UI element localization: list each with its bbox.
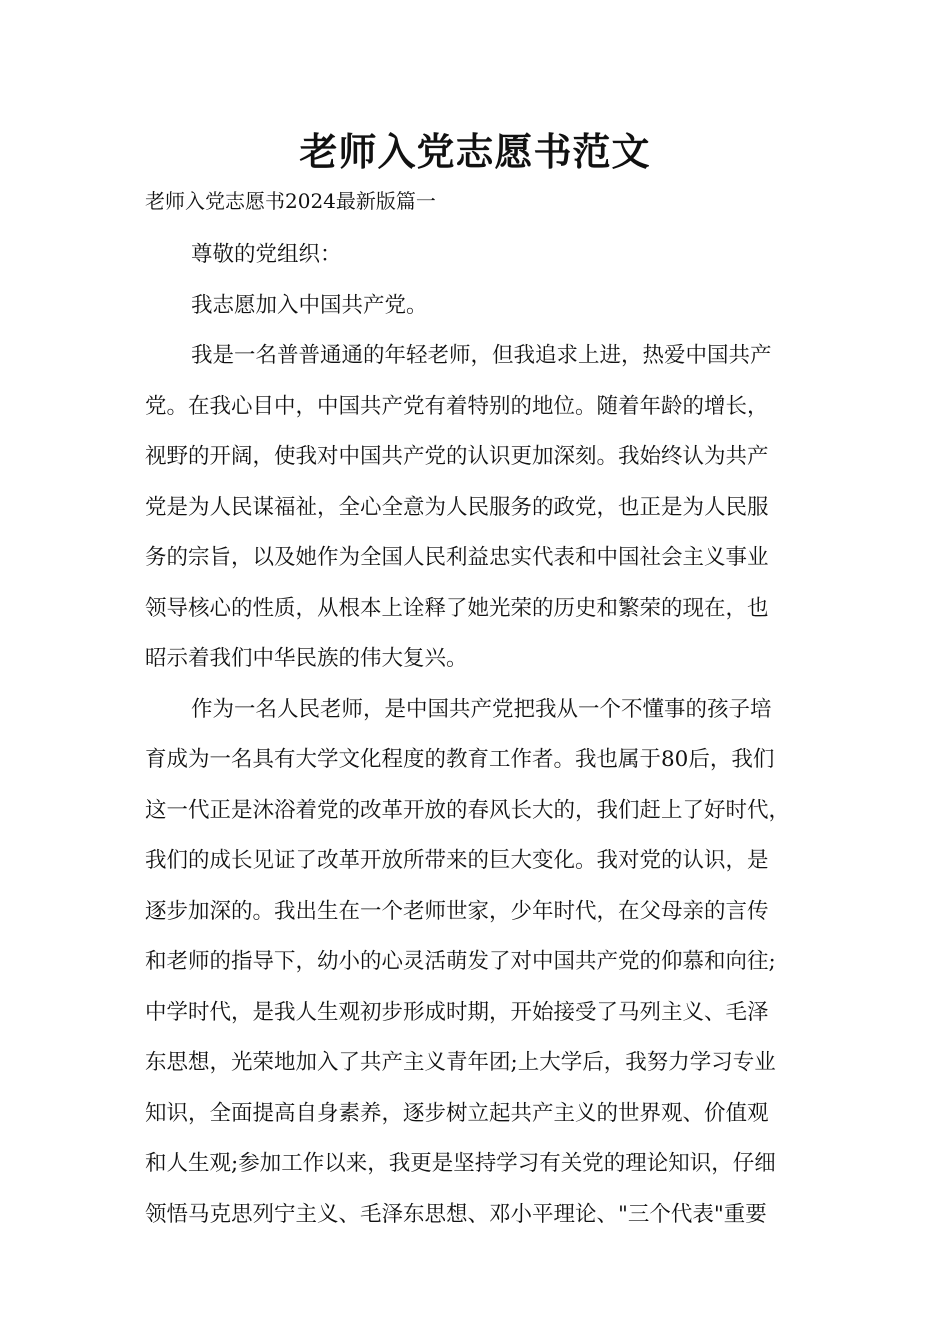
document-title: 老师入党志愿书范文 [299, 129, 651, 174]
paragraph-line: 领悟马克思列宁主义、毛泽东思想、邓小平理论、"三个代表"重要 [145, 1201, 767, 1227]
paragraph-line: 党是为人民谋福祉，全心全意为人民服务的政党，也正是为人民服 [145, 494, 769, 520]
paragraph-line: 育成为一名具有大学文化程度的教育工作者。我也属于80后，我们 [145, 747, 775, 772]
salutation-paragraph [145, 230, 815, 281]
paragraph-line: 我们的成长见证了改革开放所带来的巨大变化。我对党的认识，是 [145, 848, 769, 873]
paragraph-line: 东思想，光荣地加入了共产主义青年团;上大学后，我努力学习专业 [145, 1050, 776, 1075]
paragraph-line: 昭示着我们中华民族的伟大复兴。 [145, 646, 468, 671]
paragraph-line: 我是一名普普通通的年轻老师，但我追求上进，热爱中国共产 [191, 343, 772, 368]
paragraph-line: 中学时代，是我人生观初步形成时期，开始接受了马列主义、毛泽 [145, 999, 769, 1025]
paragraph-line: 务的宗旨，以及她作为全国人民利益忠实代表和中国社会主义事业 [145, 545, 769, 570]
paragraph-line: 和老师的指导下，幼小的心灵活萌发了对中国共产党的仰慕和向往; [145, 949, 776, 974]
paragraph-line: 视野的开阔，使我对中国共产党的认识更加深刻。我始终认为共产 [145, 444, 769, 469]
paragraph-line: 领导核心的性质，从根本上诠释了她光荣的历史和繁荣的现在，也 [145, 595, 769, 621]
paragraph-line: 党。在我心目中，中国共产党有着特别的地位。随着年龄的增长， [145, 393, 769, 419]
paragraph-2 [145, 685, 815, 1241]
paragraph-line: 作为一名人民老师，是中国共产党把我从一个不懂事的孩子培 [191, 696, 772, 722]
paragraph-line: 和人生观;参加工作以来，我更是坚持学习有关党的理论知识，仔细 [145, 1151, 776, 1176]
paragraph-line: 知识，全面提高自身素养，逐步树立起共产主义的世界观、价值观 [145, 1100, 769, 1126]
document-subtitle: 老师入党志愿书2024最新版篇一 [145, 189, 436, 213]
paragraph-1 [145, 331, 815, 685]
document-body [145, 230, 815, 1240]
salutation-line: 尊敬的党组织： [191, 242, 342, 267]
paragraph-line: 逐步加深的。我出生在一个老师世家，少年时代，在父母亲的言传 [145, 898, 769, 924]
declaration-line: 我志愿加入中国共产党。 [191, 292, 428, 318]
declaration-paragraph [145, 281, 815, 332]
paragraph-line: 这一代正是沐浴着党的改革开放的春风长大的，我们赶上了好时代， [145, 797, 791, 823]
